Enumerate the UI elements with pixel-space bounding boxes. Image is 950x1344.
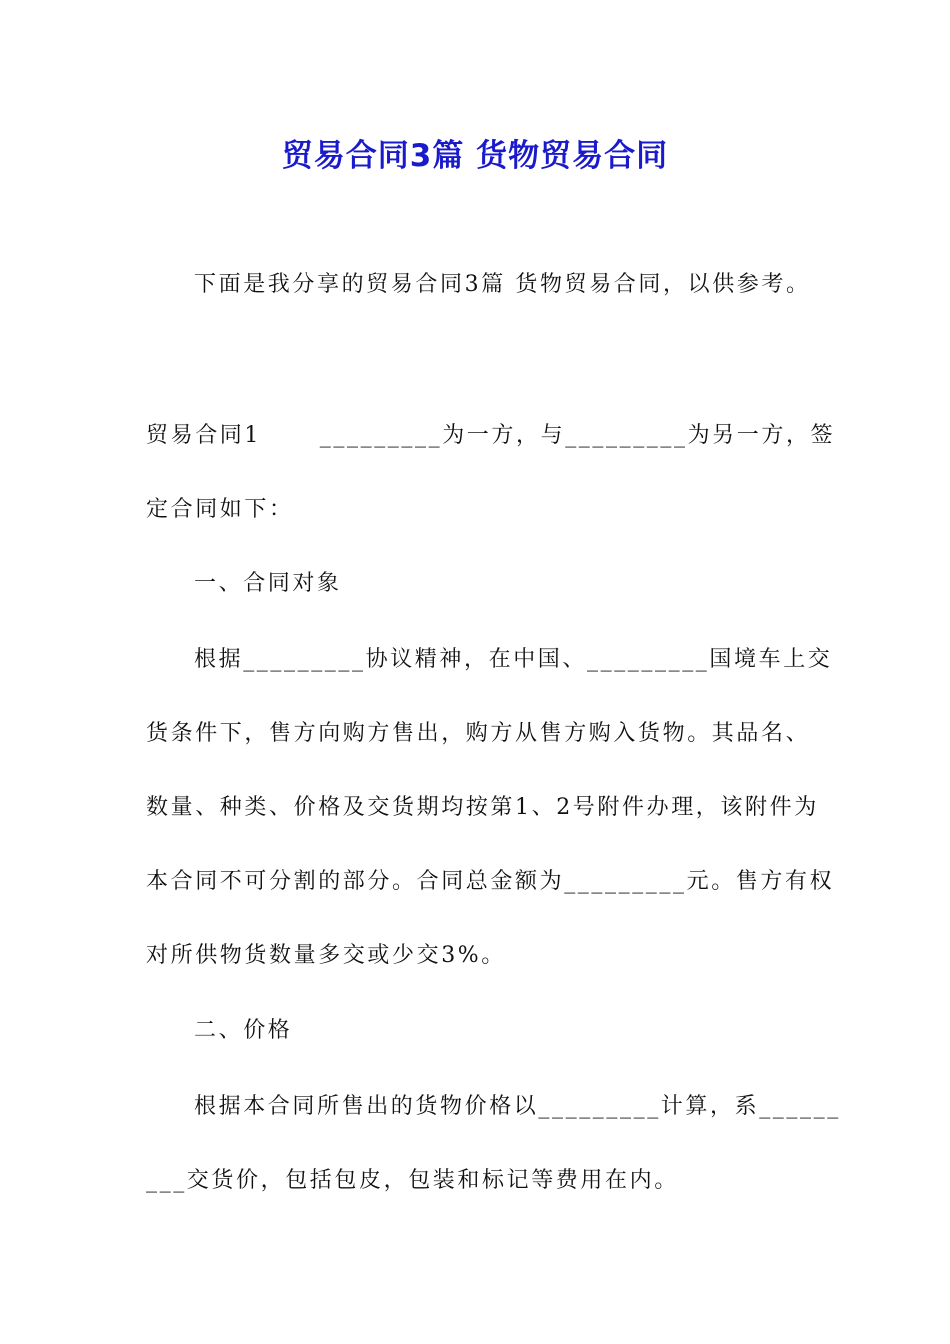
paragraph-line: 根据_________协议精神，在中国、_________国境车上交 (194, 647, 833, 672)
paragraph-line: 根据本合同所售出的货物价格以_________计算，系______ (194, 1094, 841, 1119)
paragraph-line: 数量、种类、价格及交货期均按第1、2号附件办理，该附件为 (146, 795, 819, 820)
paragraph-line: 货条件下，售方向购方售出，购方从售方购入货物。其品名、 (146, 721, 811, 746)
contract-opening-line-1: 贸易合同1 _________为一方，与_________为另一方，签 (146, 423, 836, 448)
paragraph-line: 对所供物货数量多交或少交3%。 (146, 943, 506, 968)
paragraph-line: ___交货价，包括包皮，包装和标记等费用在内。 (146, 1168, 679, 1193)
contract-opening-line-2: 定合同如下： (146, 497, 294, 522)
paragraph-line: 本合同不可分割的部分。合同总金额为_________元。售方有权 (146, 869, 835, 894)
section-heading-price: 二、价格 (194, 1018, 293, 1043)
intro-paragraph: 下面是我分享的贸易合同3篇 货物贸易合同，以供参考。 (194, 272, 811, 297)
document-title: 贸易合同3篇 货物贸易合同 (281, 138, 669, 174)
section-heading-contract-object: 一、合同对象 (194, 571, 342, 596)
